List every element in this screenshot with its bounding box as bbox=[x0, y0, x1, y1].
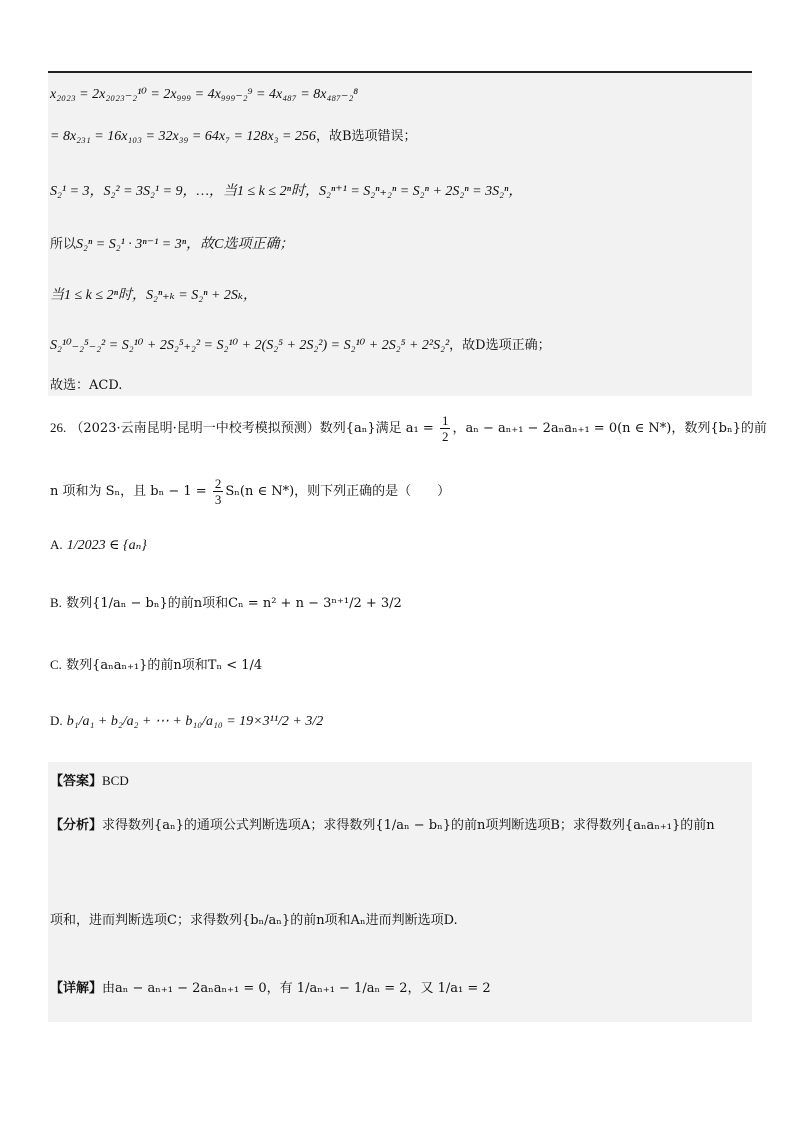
question-text-1b: ，aₙ − aₙ₊₁ − 2aₙaₙ₊₁ = 0(n ∈ N*)，数列{bₙ}的前 bbox=[452, 421, 767, 436]
fraction-two-thirds-num: 2 bbox=[214, 476, 222, 491]
option-d bbox=[50, 712, 323, 731]
detail-line bbox=[50, 980, 491, 998]
analysis-tag: 【分析】 bbox=[50, 818, 103, 833]
question-line-2 bbox=[50, 476, 450, 507]
option-a-label: A. bbox=[50, 537, 63, 552]
option-a bbox=[50, 536, 147, 555]
fraction-two-thirds-den: 3 bbox=[214, 492, 222, 507]
question-line-1 bbox=[50, 413, 767, 444]
prev-line-6-text: ，故D选项正确； bbox=[449, 338, 551, 353]
answer-tag: 【答案】 bbox=[50, 774, 103, 789]
question-source: （2023·云南昆明·昆明一中校考模拟预测） bbox=[70, 421, 320, 436]
detail-tag: 【详解】 bbox=[50, 981, 103, 996]
prev-line-4-body: S₂ⁿ = S₂¹ · 3ⁿ⁻¹ = 3ⁿ，故C选项正确； bbox=[76, 237, 294, 252]
question-text-2a: n 项和为 Sₙ，且 bₙ − 1 = bbox=[50, 484, 207, 499]
answer-line bbox=[50, 772, 129, 791]
option-a-text: 1/2023 ∈ {aₙ} bbox=[66, 538, 147, 553]
option-d-text: b₁/a₁ + b₂/a₂ + ⋯ + b₁₀/a₁₀ = 19×3¹¹/2 + 3/2 bbox=[66, 714, 324, 729]
option-b-text: 数列{1/aₙ − bₙ}的前n项和Cₙ = n² + n − 3ⁿ⁺¹/2 + 3/2 bbox=[66, 596, 402, 611]
analysis-line-2: 项和，进而判断选项C；求得数列{bₙ/aₙ}的前n项和Aₙ进而判断选项D. bbox=[50, 913, 458, 928]
fraction-a1-den: 2 bbox=[441, 429, 449, 444]
fraction-a1 bbox=[440, 413, 451, 444]
option-c bbox=[50, 656, 262, 675]
prev-line-3: S₂¹ = 3，S₂² = 3S₂¹ = 9，…，当1 ≤ k ≤ 2ⁿ时，S₂ⁿ⁺¹ = S₂ⁿ₊₂ⁿ = S₂ⁿ + 2S₂ⁿ = 3S₂ⁿ， bbox=[50, 184, 523, 199]
question-text-2b: Sₙ(n ∈ N*)，则下列正确的是（ ） bbox=[225, 484, 451, 499]
prev-line-1: x₂₀₂₃ = 2x₂₀₂₃₋₂¹⁰ = 2x₉₉₉ = 4x₉₉₉₋₂⁹ = 4x₄₈₇ = 8x₄₈₇₋₂⁸ bbox=[50, 87, 359, 102]
prev-conclusion: 故选：ACD. bbox=[50, 378, 123, 393]
question-number: 26. bbox=[50, 420, 67, 435]
analysis-text-1: 求得数列{aₙ}的通项公式判断选项A；求得数列{1/aₙ − bₙ}的前n项判断选项B；求得数列{aₙaₙ₊₁}的前n bbox=[102, 818, 715, 833]
fraction-a1-num: 1 bbox=[441, 413, 449, 428]
prev-line-2 bbox=[50, 128, 417, 146]
option-c-text: 数列{aₙaₙ₊₁}的前n项和Tₙ < 1/4 bbox=[66, 658, 263, 673]
option-c-label: C. bbox=[50, 657, 62, 672]
prev-line-6 bbox=[50, 337, 551, 355]
prev-line-4-lead: 所以 bbox=[50, 237, 77, 252]
option-b-label: B. bbox=[50, 595, 62, 610]
option-d-label: D. bbox=[50, 713, 63, 728]
detail-text: 由aₙ − aₙ₊₁ − 2aₙaₙ₊₁ = 0，有 1/aₙ₊₁ − 1/aₙ = 2，又 1/a₁ = 2 bbox=[102, 981, 491, 996]
prev-line-4 bbox=[50, 236, 294, 254]
prev-line-6-math: S₂¹⁰₋₂⁵₋₂² = S₂¹⁰ + 2S₂⁵₊₂² = S₂¹⁰ + 2(S₂⁵ + 2S₂²) = S₂¹⁰ + 2S₂⁵ + 2²S₂² bbox=[50, 338, 450, 353]
prev-line-2-text: ，故B选项错误； bbox=[315, 129, 417, 144]
prev-line-5: 当1 ≤ k ≤ 2ⁿ时，S₂ⁿ₊ₖ = S₂ⁿ + 2Sₖ， bbox=[50, 288, 258, 303]
question-text-1a: 数列{aₙ}满足 a₁ = bbox=[319, 421, 434, 436]
fraction-two-thirds bbox=[213, 476, 224, 507]
prev-line-2-math: = 8x₂₃₁ = 16x₁₀₃ = 32x₃₉ = 64x₇ = 128x₃ = 256 bbox=[50, 129, 316, 144]
option-b bbox=[50, 594, 402, 613]
analysis-line-1 bbox=[50, 817, 715, 835]
answer-value: BCD bbox=[102, 773, 129, 788]
